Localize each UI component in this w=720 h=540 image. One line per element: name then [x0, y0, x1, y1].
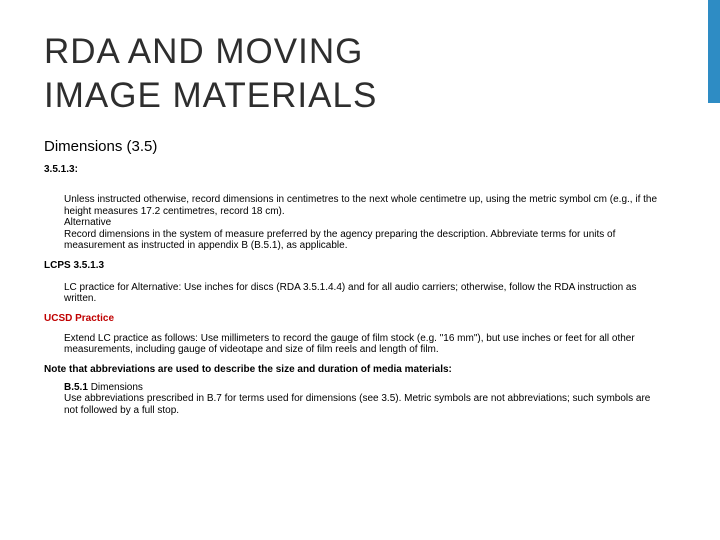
slide-title-line-2: IMAGE MATERIALS: [44, 76, 378, 115]
lcps-label: LCPS 3.5.1.3: [44, 259, 105, 271]
rule-paragraph-1: Unless instructed otherwise, record dimensions in centimetres to the next whole centimetre up, using the metric symbol cm (e.g., if the height measures 17.2 centimetres, record 18 cm).: [64, 194, 658, 217]
slide-title-line-1: RDA AND MOVING: [44, 32, 364, 71]
note-label: Note that abbreviations are used to describe the size and duration of media materials:: [44, 363, 452, 375]
slide-title: [44, 30, 684, 118]
lcps-text-block: [64, 282, 664, 305]
ucsd-text-block: [64, 333, 664, 356]
note-text-block: [64, 382, 664, 417]
rule-paragraph-2: Alternative: [64, 217, 112, 228]
rule-text: [64, 194, 664, 252]
ucsd-text: Extend LC practice as follows: Use millimeters to record the gauge of film stock (e.g. "16 mm"), but use inches or feet for all other measurements, including gauge of videotape and size of film reels and length of film.: [64, 332, 635, 355]
slide-content: [44, 138, 664, 416]
section-subtitle: Dimensions (3.5): [44, 138, 158, 155]
b51-text: Use abbreviations prescribed in B.7 for terms used for dimensions (see 3.5). Metric symbols are not abbreviations; such symbols are not followed by a full stop.: [64, 393, 651, 416]
lcps-text: LC practice for Alternative: Use inches for discs (RDA 3.5.1.4.4) and for all audio carriers; otherwise, follow the RDA instruction as written.: [64, 281, 637, 304]
rule-paragraph-3: Record dimensions in the system of measure preferred by the agency preparing the description. Abbreviate terms for units of measurement as instructed in appendix B (B.5.1), as applicable.: [64, 228, 616, 251]
rule-label: 3.5.1.3:: [44, 164, 78, 175]
b51-code: B.5.1: [64, 381, 88, 393]
ucsd-label: UCSD Practice: [44, 312, 115, 324]
b51-heading: [64, 382, 664, 394]
b51-title: Dimensions: [90, 381, 143, 393]
accent-bar: [708, 0, 720, 103]
